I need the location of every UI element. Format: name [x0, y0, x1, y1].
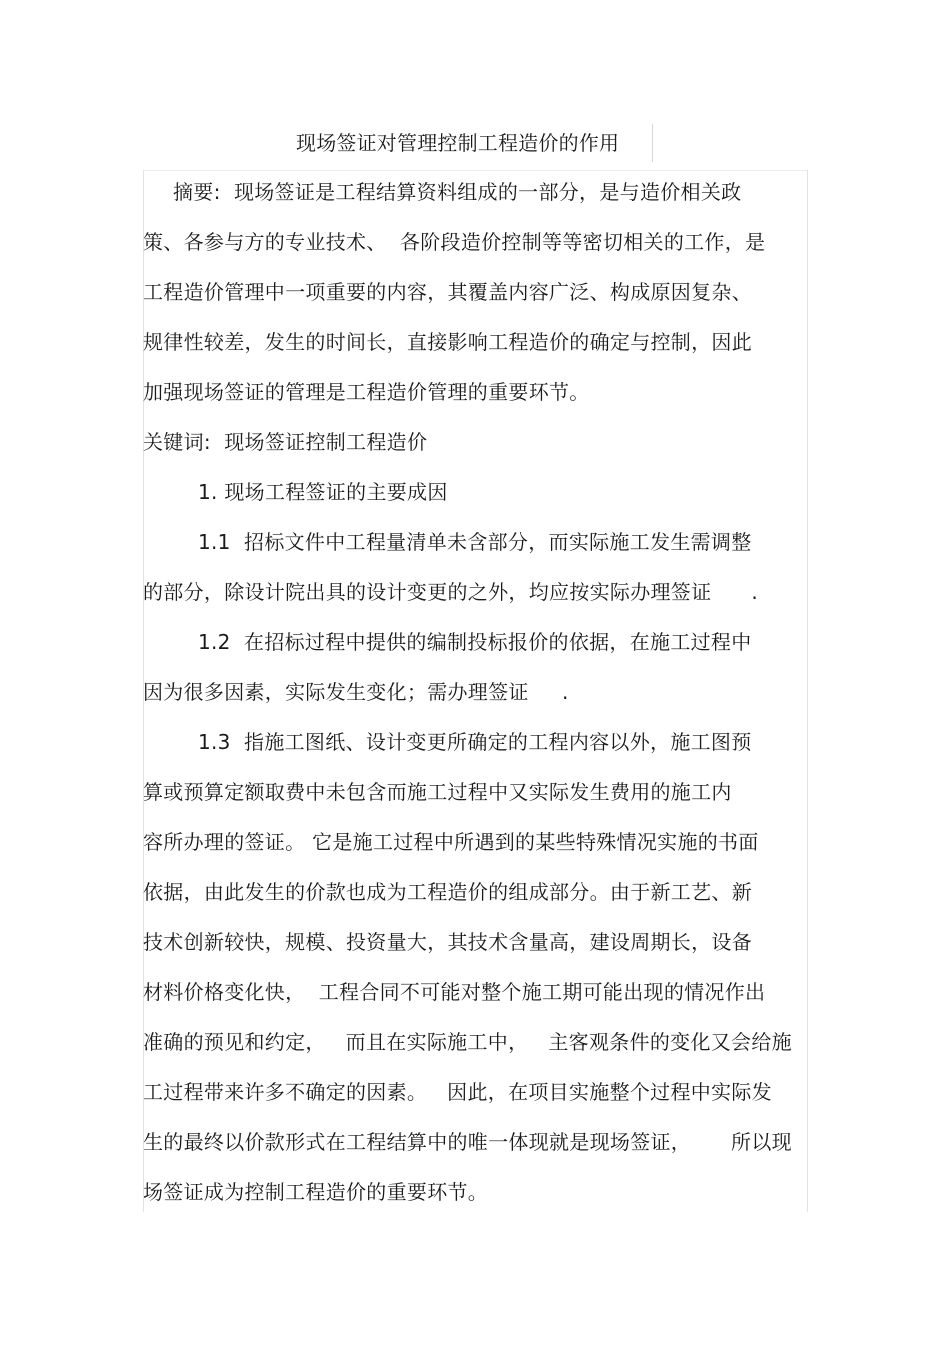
frame-right-rule [807, 170, 808, 1212]
frame-top-rule [143, 170, 808, 171]
para-1-3-line-3: 容所办理的签证。 它是施工过程中所遇到的某些特殊情况实施的书面 [143, 830, 759, 854]
para-1-2-line-2: 因为很多因素，实际发生变化；需办理签证 . [143, 680, 569, 704]
abstract-line-3: 工程造价管理中一项重要的内容，其覆盖内容广泛、构成原因复杂、 [143, 280, 752, 304]
abstract-line-4: 规律性较差，发生的时间长，直接影响工程造价的确定与控制，因此 [143, 330, 752, 354]
para-1-3-line-5: 技术创新较快，规模、投资量大，其技术含量高，建设周期长，设备 [143, 930, 752, 954]
para-1-3-line-6: 材料价格变化快， 工程合同不可能对整个施工期可能出现的情况作出 [143, 980, 766, 1004]
para-1-3-line-7: 准确的预见和约定， 而且在实际施工中， 主客观条件的变化又会给施 [143, 1030, 792, 1054]
para-1-3-line-8: 工过程带来许多不确定的因素。 因此，在项目实施整个过程中实际发 [143, 1080, 772, 1104]
para-1-3-line-10: 场签证成为控制工程造价的重要环节。 [143, 1180, 489, 1204]
para-1-3-line-1: 1.3 指施工图纸、设计变更所确定的工程内容以外，施工图预 [198, 730, 752, 754]
para-1-3-line-2: 算或预算定额取费中未包含而施工过程中又实际发生费用的施工内 [143, 780, 732, 804]
abstract-line-5: 加强现场签证的管理是工程造价管理的重要环节。 [143, 380, 590, 404]
para-1-2-line-1: 1.2 在招标过程中提供的编制投标报价的依据，在施工过程中 [198, 630, 752, 654]
para-1-3-line-9: 生的最终以价款形式在工程结算中的唯一体现就是现场签证， 所以现 [143, 1130, 792, 1154]
para-1-1-line-1: 1.1 招标文件中工程量清单未含部分，而实际施工发生需调整 [198, 530, 752, 554]
document-title: 现场签证对管理控制工程造价的作用 [296, 131, 620, 155]
para-1-1-line-2: 的部分，除设计院出具的设计变更的之外，均应按实际办理签证 . [143, 580, 759, 604]
section-heading-1: 1. 现场工程签证的主要成因 [198, 480, 448, 504]
abstract-line-2: 策、各参与方的专业技术、 各阶段造价控制等等密切相关的工作，是 [143, 230, 766, 254]
title-divider [652, 124, 653, 162]
para-1-3-line-4: 依据，由此发生的价款也成为工程造价的组成部分。由于新工艺、新 [143, 880, 752, 904]
keywords-line: 关键词: 现场签证控制工程造价 [143, 430, 428, 454]
abstract-line-1: 摘要: 现场签证是工程结算资料组成的一部分，是与造价相关政 [173, 180, 742, 204]
